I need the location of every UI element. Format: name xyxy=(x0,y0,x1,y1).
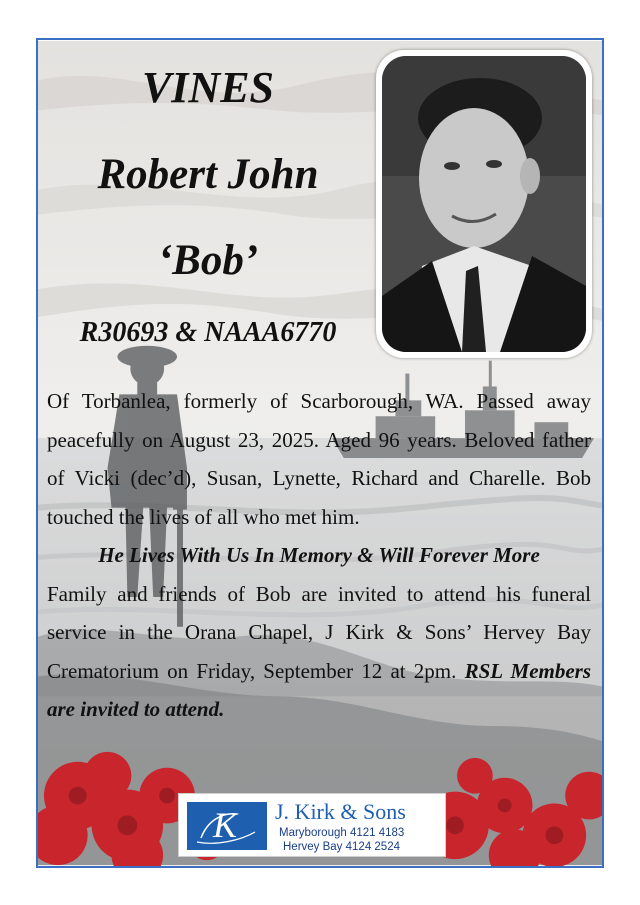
kirk-monogram-icon xyxy=(187,802,267,850)
memorial-notice xyxy=(36,38,604,868)
given-names-heading: Robert John xyxy=(97,151,319,198)
rsl-invitation: RSL Members are invited to attend. xyxy=(47,658,592,721)
nickname-heading: ‘Bob’ xyxy=(157,237,259,284)
memorial-tagline: He Lives With Us In Memory & Will Forever More xyxy=(98,543,540,567)
portrait-photo xyxy=(376,50,592,358)
phone-hervey-bay: Hervey Bay 4124 2524 xyxy=(283,841,400,853)
funeral-home-name: J. Kirk & Sons xyxy=(275,799,406,824)
funeral-home-logo xyxy=(178,793,446,857)
service-numbers: R30693 & NAAA6770 xyxy=(79,317,337,348)
funeral-details: Family and friends of Bob are invited to attend his funeral service in the Orana Chapel, J Kirk & Sons’ Hervey Bay Crematorium on Friday, September 12 at 2pm. xyxy=(47,581,591,683)
surname-heading: VINES xyxy=(141,63,275,112)
portrait-image xyxy=(382,56,586,352)
phone-maryborough: Maryborough 4121 4183 xyxy=(279,827,405,839)
obituary-paragraph: Of Torbanlea, formerly of Scarborough, WA. Passed away peacefully on August 23, 2025. Aged 96 years. Beloved father of Vicki (dec’d), Susan, Lynette, Richard and Charelle. Bob touched the lives of all who met him. xyxy=(47,389,591,529)
obituary-text xyxy=(47,382,591,729)
logo-letter: K xyxy=(213,805,238,845)
